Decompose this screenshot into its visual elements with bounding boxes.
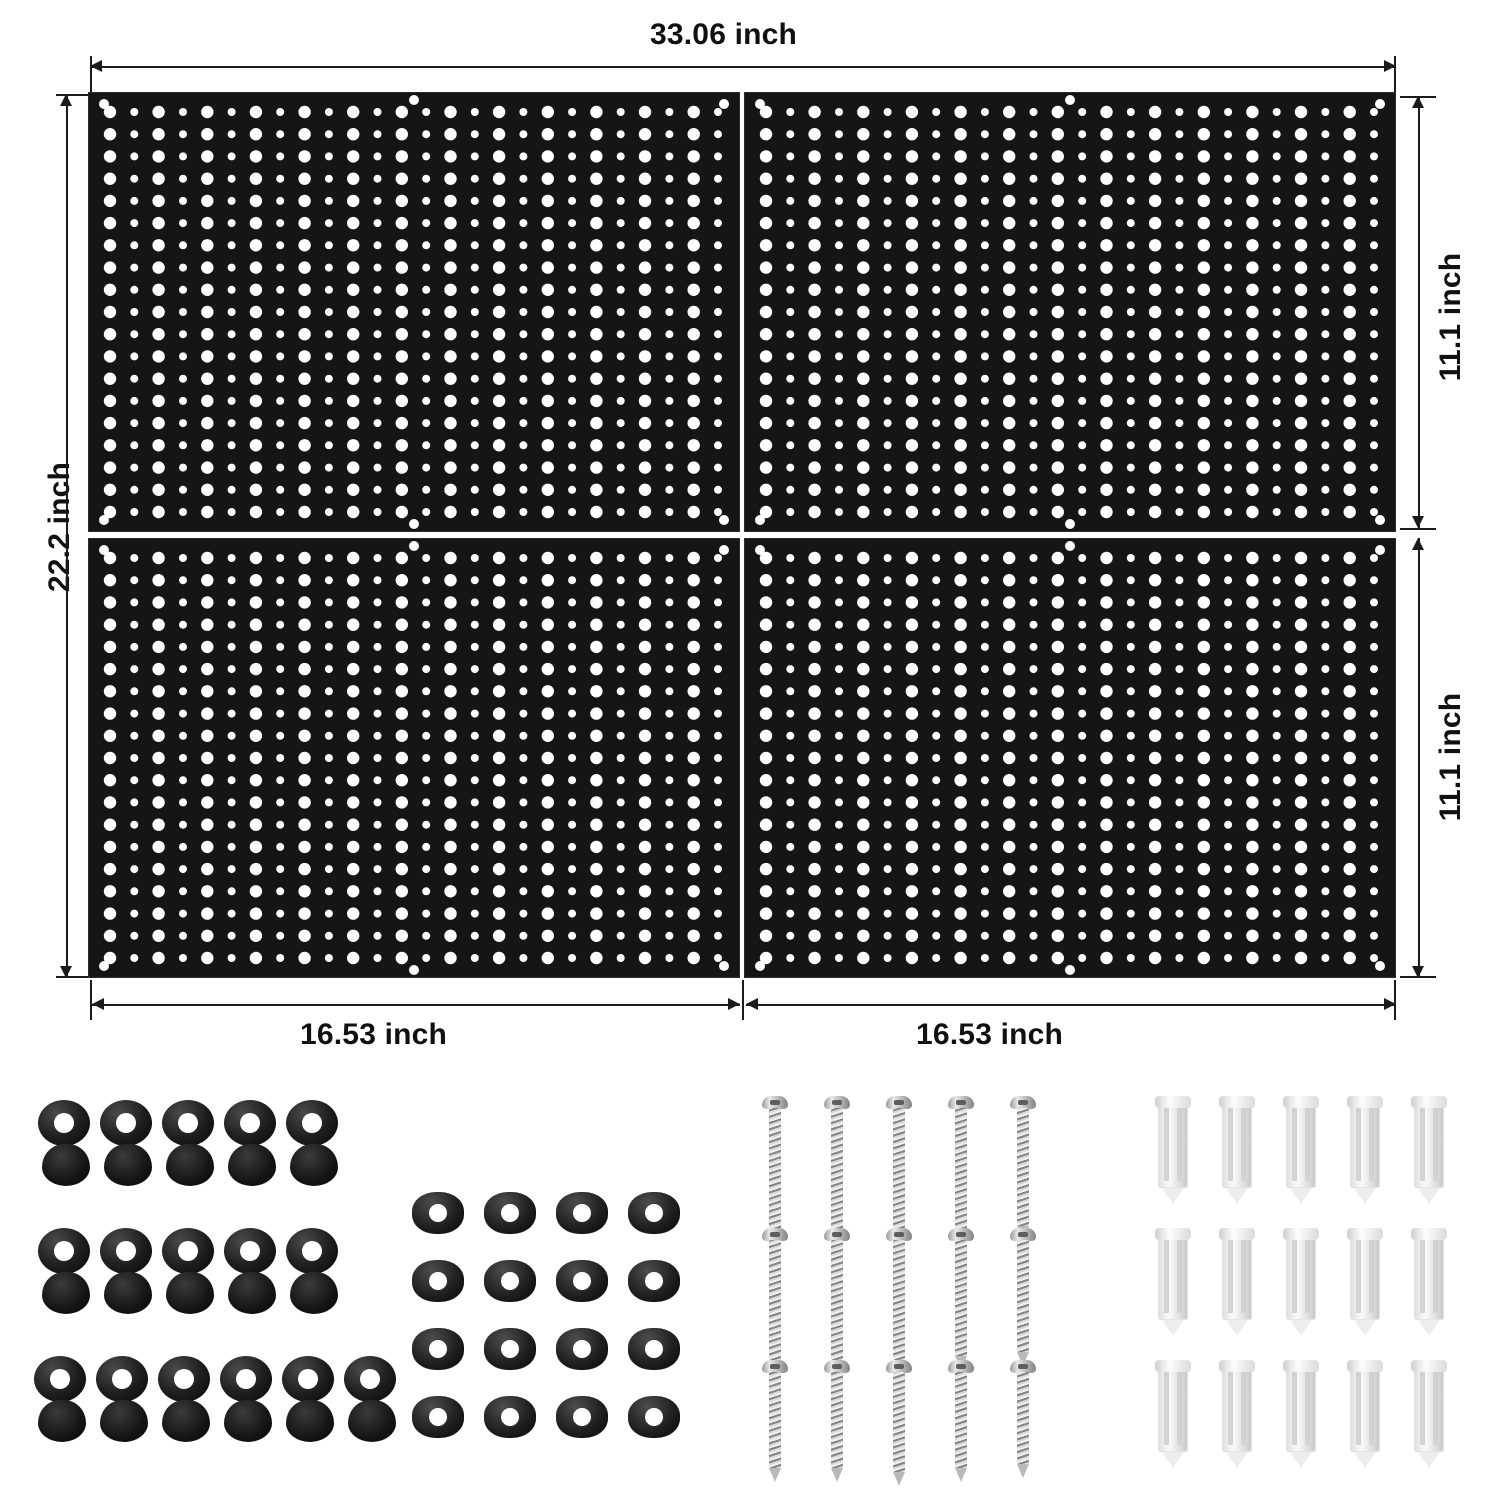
anchor-tip	[1226, 1188, 1248, 1204]
anchor-collar	[1155, 1360, 1191, 1372]
screw-cap[interactable]	[100, 1228, 156, 1322]
anchor-tip	[1226, 1452, 1248, 1468]
anchor-body	[1414, 1228, 1444, 1320]
left-panel-arrow-left	[92, 998, 104, 1010]
wood-screw[interactable]	[762, 1228, 788, 1374]
wall-anchor[interactable]	[1158, 1228, 1188, 1338]
screw-cap-ring	[344, 1356, 396, 1402]
anchor-collar	[1219, 1228, 1255, 1240]
left-panel-tick-end	[742, 980, 744, 1020]
screw-cap-base	[290, 1272, 338, 1314]
wood-screw[interactable]	[824, 1360, 850, 1482]
overall-width-dimension-line	[90, 66, 1396, 68]
rubber-spacer[interactable]	[412, 1396, 464, 1438]
rubber-spacer[interactable]	[556, 1396, 608, 1438]
screw-cap[interactable]	[100, 1100, 156, 1194]
rubber-spacer[interactable]	[628, 1396, 680, 1438]
screw-cap[interactable]	[38, 1100, 94, 1194]
bottom-panel-tick-bottom	[1400, 976, 1436, 978]
screw-shaft	[831, 1372, 843, 1468]
screw-cap[interactable]	[220, 1356, 276, 1450]
top-panel-arrow-bottom	[1412, 516, 1424, 528]
screw-cap[interactable]	[286, 1100, 342, 1194]
left-panel-width-label: 16.53 inch	[300, 1018, 448, 1051]
top-panel-tick-bottom	[1400, 528, 1436, 530]
overall-height-label: 22.2 inch	[43, 461, 76, 593]
wall-anchor[interactable]	[1222, 1228, 1252, 1338]
screw-shaft	[769, 1372, 781, 1468]
bottom-panel-arrow-top	[1412, 538, 1424, 550]
rubber-spacer[interactable]	[412, 1192, 464, 1234]
rubber-spacer[interactable]	[556, 1328, 608, 1370]
screw-cap[interactable]	[162, 1100, 218, 1194]
screw-cap-base	[166, 1272, 214, 1314]
left-panel-tick-start	[90, 980, 92, 1020]
wood-screw[interactable]	[762, 1360, 788, 1482]
rubber-spacer[interactable]	[484, 1396, 536, 1438]
screw-cap-base	[166, 1144, 214, 1186]
bottom-panel-height-label: 11.1 inch	[1434, 692, 1467, 822]
anchor-tip	[1290, 1188, 1312, 1204]
width-tick-left	[90, 56, 92, 92]
pegboard-assembly	[88, 92, 1396, 978]
screw-cap-ring	[286, 1228, 338, 1274]
right-panel-tick-end	[1394, 980, 1396, 1020]
bottom-left-panel[interactable]	[88, 538, 740, 978]
wood-screws-group[interactable]	[762, 1096, 1092, 1496]
anchor-tip	[1162, 1320, 1184, 1336]
screw-shaft	[769, 1240, 781, 1360]
anchor-tip	[1418, 1188, 1440, 1204]
wall-anchor[interactable]	[1286, 1096, 1316, 1206]
top-panel-height-line	[1418, 96, 1420, 528]
wood-screw[interactable]	[824, 1096, 850, 1250]
anchor-tip	[1226, 1320, 1248, 1336]
wall-anchor[interactable]	[1414, 1096, 1444, 1206]
bottom-right-panel[interactable]	[744, 538, 1396, 978]
screw-shaft	[893, 1372, 905, 1472]
top-right-panel[interactable]	[744, 92, 1396, 532]
anchor-collar	[1283, 1360, 1319, 1372]
screw-cap[interactable]	[286, 1228, 342, 1322]
wood-screw[interactable]	[1010, 1096, 1036, 1240]
wood-screw[interactable]	[762, 1096, 788, 1250]
anchor-body	[1222, 1228, 1252, 1320]
screw-cap[interactable]	[162, 1228, 218, 1322]
top-panel-height-label: 11.1 inch	[1434, 252, 1467, 382]
screw-cap-ring	[38, 1228, 90, 1274]
rubber-spacers-group[interactable]	[412, 1192, 692, 1492]
screw-cap[interactable]	[224, 1100, 280, 1194]
anchor-collar	[1283, 1228, 1319, 1240]
anchor-collar	[1283, 1096, 1319, 1108]
rubber-spacer[interactable]	[628, 1260, 680, 1302]
wall-anchor[interactable]	[1350, 1096, 1380, 1206]
wall-anchor[interactable]	[1286, 1360, 1316, 1470]
left-panel-width-line	[92, 1004, 740, 1006]
rubber-spacer[interactable]	[556, 1260, 608, 1302]
top-right-panel-holes	[744, 92, 1396, 532]
anchor-tip	[1162, 1452, 1184, 1468]
screw-cap-base	[162, 1400, 210, 1442]
anchor-collar	[1155, 1096, 1191, 1108]
screw-shaft	[769, 1108, 781, 1236]
screw-cap-base	[290, 1144, 338, 1186]
rubber-spacer[interactable]	[556, 1192, 608, 1234]
screw-cap-base	[42, 1272, 90, 1314]
screw-cap-base	[38, 1400, 86, 1442]
rubber-spacer[interactable]	[412, 1328, 464, 1370]
screw-cap-base	[224, 1400, 272, 1442]
screw-cap-ring	[286, 1100, 338, 1146]
screw-cap-base	[286, 1400, 334, 1442]
screw-cap-ring	[38, 1100, 90, 1146]
anchor-body	[1350, 1096, 1380, 1188]
rubber-spacer[interactable]	[484, 1328, 536, 1370]
screw-cap-ring	[162, 1228, 214, 1274]
bottom-right-panel-holes	[744, 538, 1396, 978]
anchor-collar	[1411, 1096, 1447, 1108]
screw-cap-ring	[220, 1356, 272, 1402]
anchor-body	[1158, 1228, 1188, 1320]
wood-screw[interactable]	[948, 1096, 974, 1244]
screw-cap[interactable]	[224, 1228, 280, 1322]
right-panel-arrow-left	[746, 998, 758, 1010]
screw-shaft	[893, 1240, 905, 1360]
wall-anchor[interactable]	[1222, 1096, 1252, 1206]
screw-cap-base	[42, 1144, 90, 1186]
screw-cap-base	[348, 1400, 396, 1442]
anchor-body	[1350, 1228, 1380, 1320]
anchor-collar	[1219, 1096, 1255, 1108]
screw-cap-base	[104, 1272, 152, 1314]
screw-cap-ring	[34, 1356, 86, 1402]
anchor-collar	[1411, 1228, 1447, 1240]
wood-screw[interactable]	[824, 1228, 850, 1374]
right-panel-width-line	[746, 1004, 1396, 1006]
anchor-tip	[1162, 1188, 1184, 1204]
wood-screw[interactable]	[1010, 1228, 1036, 1366]
left-panel-arrow-right	[728, 998, 740, 1010]
anchor-collar	[1411, 1360, 1447, 1372]
bottom-panel-height-line	[1418, 538, 1420, 978]
screw-shaft	[893, 1108, 905, 1236]
screw-cap[interactable]	[96, 1356, 152, 1450]
hardware-accessories	[0, 1080, 1500, 1500]
right-panel-width-label: 16.53 inch	[916, 1018, 1064, 1051]
screw-cap-ring	[224, 1228, 276, 1274]
anchor-collar	[1155, 1228, 1191, 1240]
wall-anchor[interactable]	[1414, 1228, 1444, 1338]
rubber-spacer[interactable]	[628, 1192, 680, 1234]
anchor-collar	[1347, 1096, 1383, 1108]
overall-height-dimension-line	[66, 94, 68, 978]
anchor-collar	[1219, 1360, 1255, 1372]
screw-shaft	[955, 1372, 967, 1468]
screw-shaft	[955, 1108, 967, 1230]
overall-width-label: 33.06 inch	[650, 18, 798, 51]
wall-anchor[interactable]	[1350, 1360, 1380, 1470]
screw-cap-ring	[282, 1356, 334, 1402]
wall-anchor[interactable]	[1414, 1360, 1444, 1470]
screw-cap-ring	[224, 1100, 276, 1146]
top-panel-tick-top	[1400, 96, 1436, 98]
screw-shaft	[1017, 1108, 1029, 1226]
anchor-body	[1414, 1096, 1444, 1188]
anchor-tip	[1290, 1452, 1312, 1468]
wood-screw[interactable]	[886, 1228, 912, 1374]
screw-cap[interactable]	[158, 1356, 214, 1450]
screw-cap-ring	[100, 1100, 152, 1146]
wall-anchor[interactable]	[1222, 1360, 1252, 1470]
screw-shaft	[955, 1240, 967, 1356]
screw-tip	[769, 1468, 781, 1482]
anchor-body	[1286, 1096, 1316, 1188]
anchor-tip	[1290, 1320, 1312, 1336]
screw-cap[interactable]	[38, 1228, 94, 1322]
rubber-spacer[interactable]	[484, 1192, 536, 1234]
wood-screw[interactable]	[948, 1360, 974, 1482]
top-left-panel[interactable]	[88, 92, 740, 532]
screw-cap[interactable]	[34, 1356, 90, 1450]
screw-shaft	[831, 1108, 843, 1236]
wall-anchor[interactable]	[1286, 1228, 1316, 1338]
rubber-spacer[interactable]	[484, 1260, 536, 1302]
screw-cap-base	[228, 1144, 276, 1186]
screw-caps-group[interactable]	[34, 1100, 364, 1490]
anchor-body	[1158, 1096, 1188, 1188]
anchor-tip	[1418, 1452, 1440, 1468]
screw-tip	[955, 1468, 967, 1482]
anchor-tip	[1354, 1452, 1376, 1468]
top-left-panel-holes	[88, 92, 740, 532]
anchor-collar	[1347, 1228, 1383, 1240]
anchor-body	[1222, 1096, 1252, 1188]
rubber-spacer[interactable]	[628, 1328, 680, 1370]
anchor-collar	[1347, 1360, 1383, 1372]
anchor-body	[1222, 1360, 1252, 1452]
screw-cap[interactable]	[282, 1356, 338, 1450]
screw-shaft	[1017, 1240, 1029, 1352]
width-tick-right	[1394, 56, 1396, 92]
screw-cap-base	[228, 1272, 276, 1314]
screw-cap-base	[104, 1144, 152, 1186]
anchor-body	[1350, 1360, 1380, 1452]
wood-screw[interactable]	[886, 1360, 912, 1486]
anchor-body	[1286, 1360, 1316, 1452]
screw-tip	[831, 1468, 843, 1482]
screw-tip	[1017, 1464, 1029, 1478]
screw-cap[interactable]	[344, 1356, 400, 1450]
screw-shaft	[1017, 1372, 1029, 1464]
wall-anchor[interactable]	[1158, 1360, 1188, 1470]
screw-cap-ring	[96, 1356, 148, 1402]
wall-anchors-group[interactable]	[1158, 1096, 1478, 1496]
screw-cap-ring	[162, 1100, 214, 1146]
screw-shaft	[831, 1240, 843, 1360]
anchor-body	[1286, 1228, 1316, 1320]
bottom-left-panel-holes	[88, 538, 740, 978]
wood-screw[interactable]	[1010, 1360, 1036, 1478]
wall-anchor[interactable]	[1350, 1228, 1380, 1338]
anchor-tip	[1418, 1320, 1440, 1336]
screw-tip	[893, 1472, 905, 1486]
anchor-body	[1414, 1360, 1444, 1452]
anchor-tip	[1354, 1188, 1376, 1204]
wood-screw[interactable]	[886, 1096, 912, 1250]
wood-screw[interactable]	[948, 1228, 974, 1370]
screw-cap-base	[100, 1400, 148, 1442]
screw-cap-ring	[158, 1356, 210, 1402]
screw-cap-ring	[100, 1228, 152, 1274]
rubber-spacer[interactable]	[412, 1260, 464, 1302]
anchor-tip	[1354, 1320, 1376, 1336]
anchor-body	[1158, 1360, 1188, 1452]
wall-anchor[interactable]	[1158, 1096, 1188, 1206]
